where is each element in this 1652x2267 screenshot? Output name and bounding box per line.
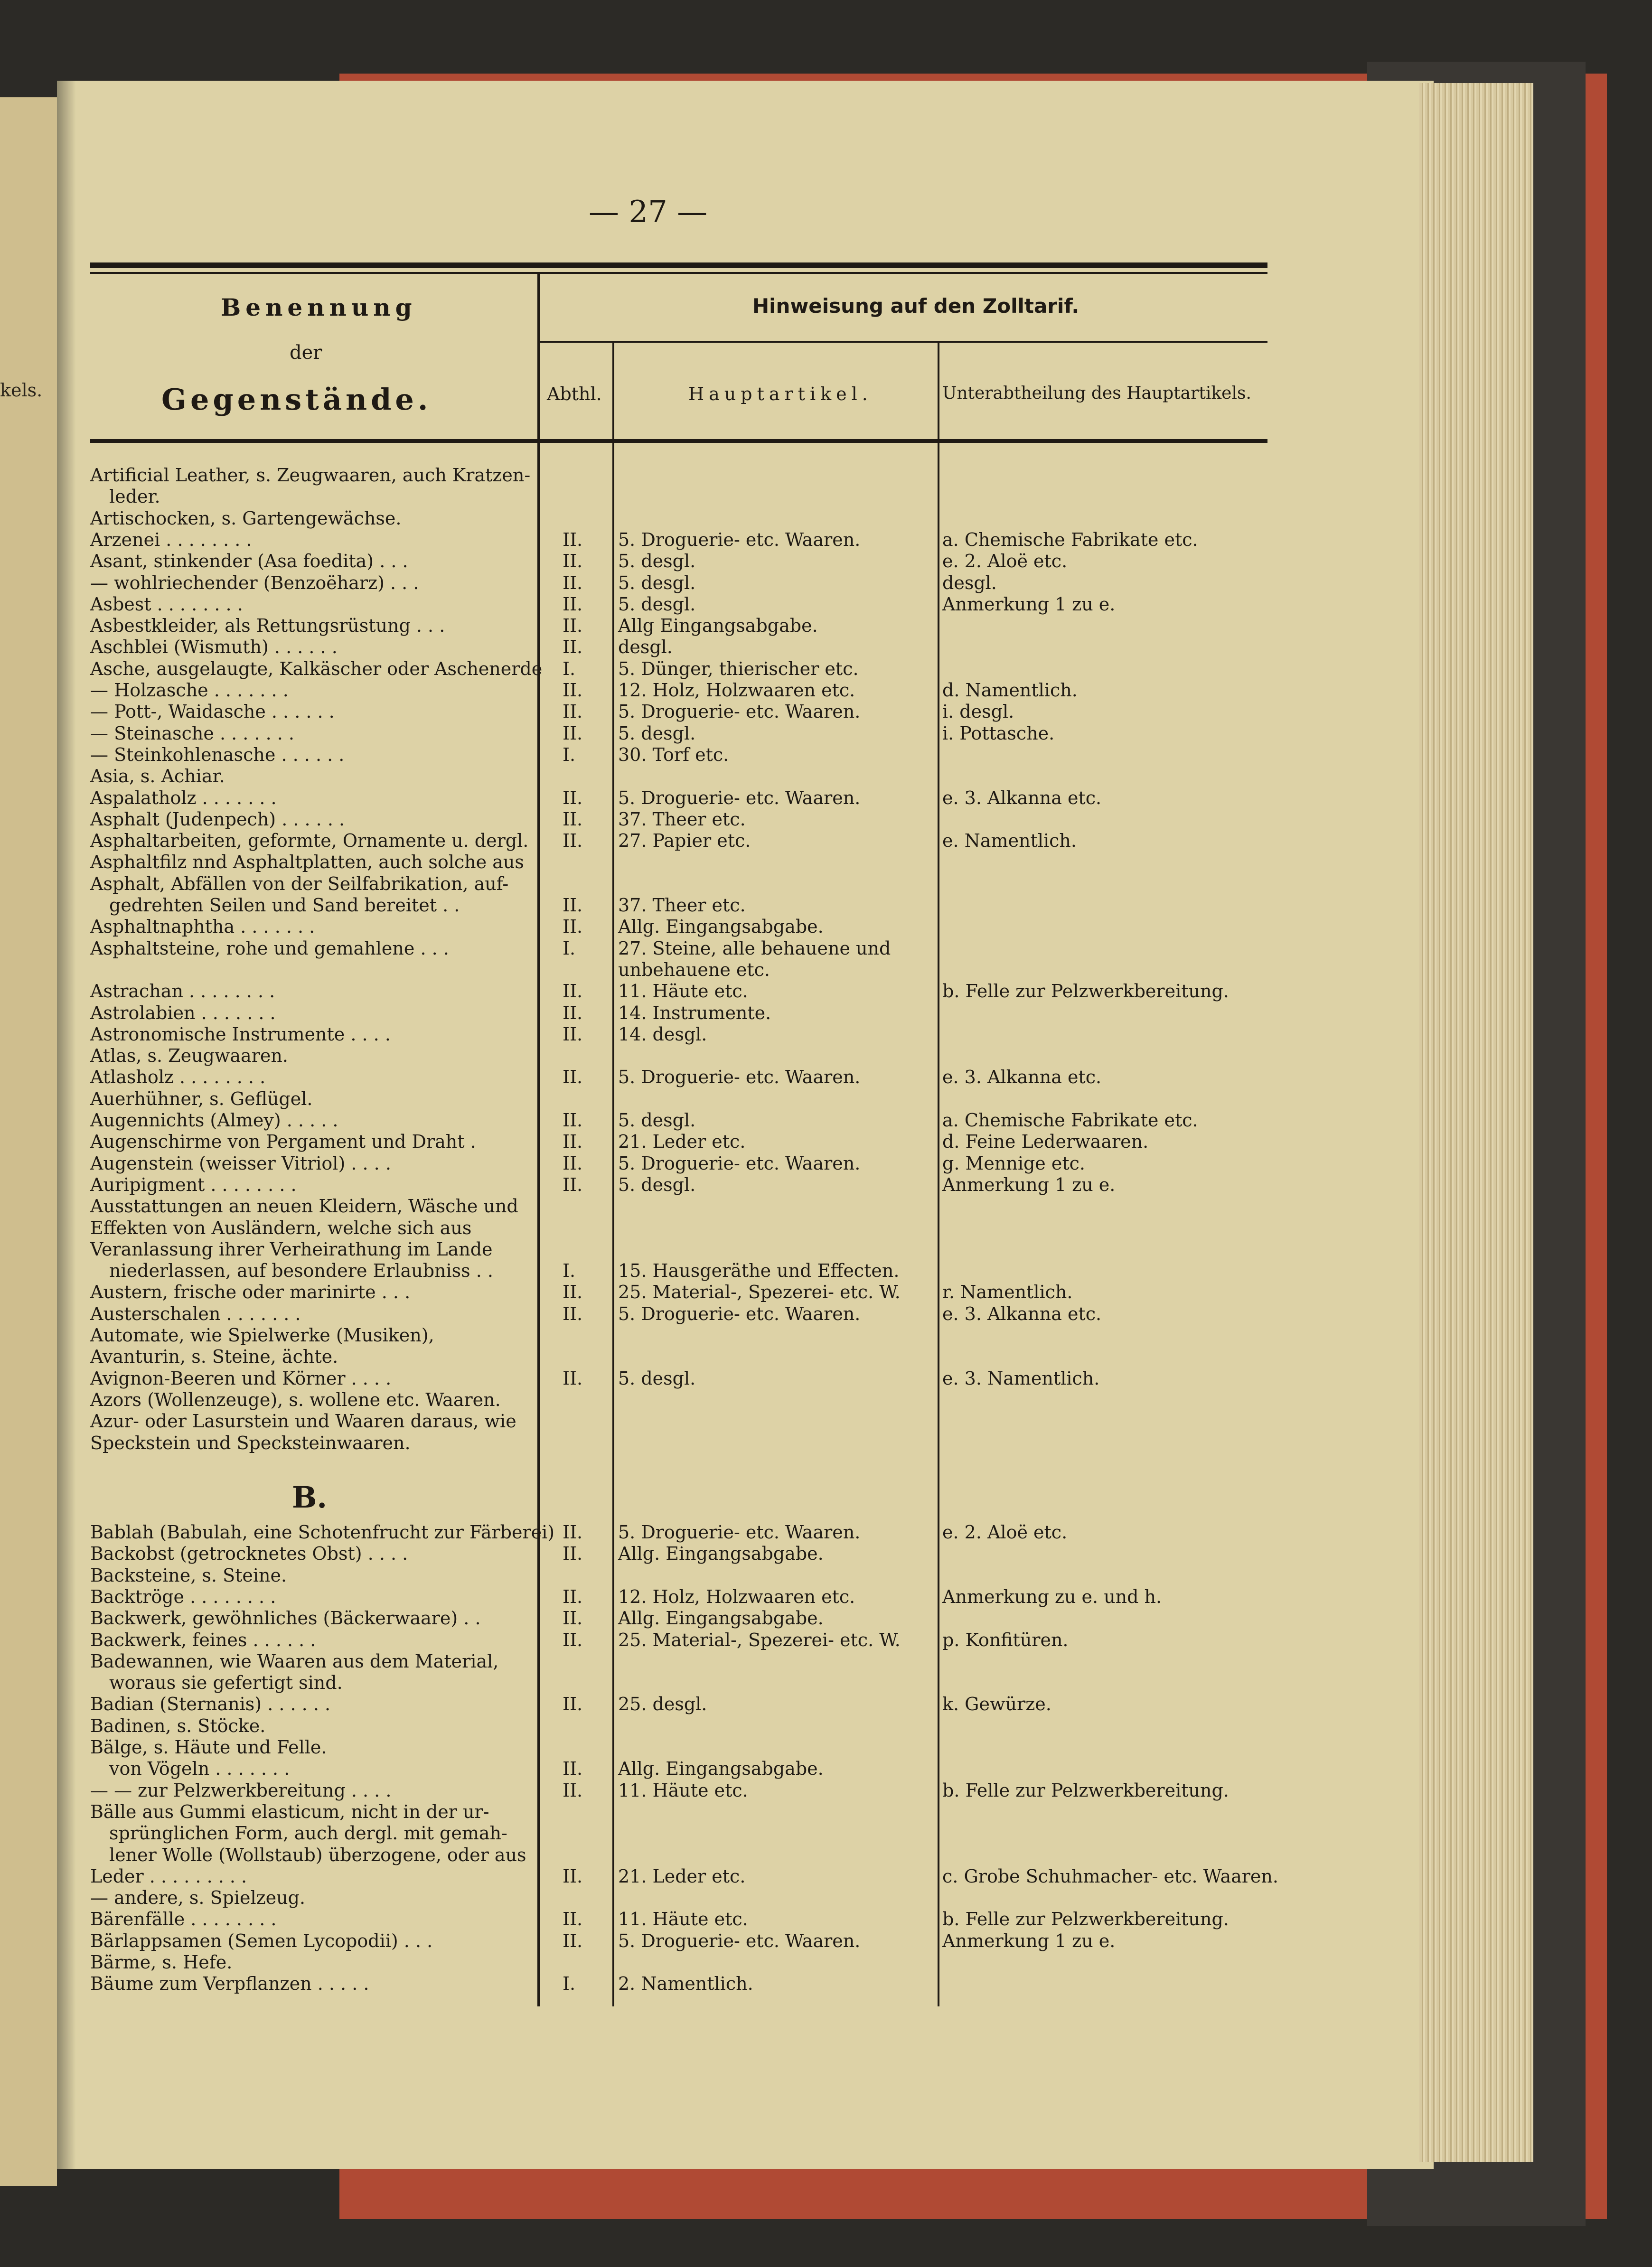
column-rule-abthl bbox=[612, 342, 614, 2006]
entry-unterabtheilung: e. 2. Aloë etc. bbox=[942, 1522, 1068, 1543]
entry-hauptartikel: 5. desgl. bbox=[618, 1110, 696, 1131]
entry-name: Asphaltfilz nnd Asphaltplatten, auch solche aus bbox=[90, 852, 524, 873]
entry-unterabtheilung: i. Pottasche. bbox=[942, 722, 1055, 744]
entry-unterabtheilung: d. Feine Lederwaaren. bbox=[942, 1131, 1149, 1152]
entry-hauptartikel: Allg. Eingangsabgabe. bbox=[618, 916, 824, 937]
entry-unterabtheilung: Anmerkung zu e. und h. bbox=[942, 1586, 1162, 1607]
entry-unterabtheilung: r. Namentlich. bbox=[942, 1282, 1073, 1303]
entry-hauptartikel: Allg Eingangsabgabe. bbox=[618, 615, 818, 637]
entry-name: Asbest . . . . . . . . bbox=[90, 593, 243, 615]
entry-name: Asphaltsteine, rohe und gemahlene . . . bbox=[90, 937, 449, 959]
entry-abthl: II. bbox=[563, 1694, 583, 1715]
entry-hauptartikel: 5. desgl. bbox=[618, 722, 696, 744]
entry-hauptartikel: 12. Holz, Holzwaaren etc. bbox=[618, 1586, 855, 1607]
entry-hauptartikel: 25. Material-, Spezerei- etc. W. bbox=[618, 1282, 901, 1303]
entry-name: Bärenfälle . . . . . . . . bbox=[90, 1909, 277, 1930]
entry-name: Azur- oder Lasurstein und Waaren daraus, wie bbox=[90, 1411, 516, 1432]
entry-name: Aschblei (Wismuth) . . . . . . bbox=[90, 637, 338, 658]
entry-unterabtheilung: e. 2. Aloë etc. bbox=[942, 551, 1068, 572]
entry-hauptartikel: 5. Droguerie- etc. Waaren. bbox=[618, 701, 861, 722]
entry-hauptartikel: 37. Theer etc. bbox=[618, 808, 746, 830]
entry-name: Augenschirme von Pergament und Draht . bbox=[90, 1131, 476, 1152]
entry-abthl: II. bbox=[563, 1543, 583, 1564]
entry-name: Bärlappsamen (Semen Lycopodii) . . . bbox=[90, 1930, 433, 1951]
entry-hauptartikel: Allg. Eingangsabgabe. bbox=[618, 1608, 824, 1629]
entry-abthl: II. bbox=[563, 722, 583, 744]
entry-hauptartikel: 5. Droguerie- etc. Waaren. bbox=[618, 1303, 861, 1324]
entry-hauptartikel: Allg. Eingangsabgabe. bbox=[618, 1543, 824, 1564]
entry-name: — andere, s. Spielzeug. bbox=[90, 1887, 306, 1909]
entry-name: Bälge, s. Häute und Felle. bbox=[90, 1737, 327, 1758]
left-page-edge bbox=[0, 97, 57, 2186]
entry-unterabtheilung: e. Namentlich. bbox=[942, 830, 1077, 852]
entry-name: Backsteine, s. Steine. bbox=[90, 1564, 287, 1586]
entry-name: Augenstein (weisser Vitriol) . . . . bbox=[90, 1152, 391, 1174]
entry-hauptartikel: 11. Häute etc. bbox=[618, 981, 748, 1002]
entry-abthl: II. bbox=[563, 551, 583, 572]
entry-abthl: II. bbox=[563, 1002, 583, 1023]
entry-abthl: II. bbox=[563, 1629, 583, 1650]
entry-abthl: II. bbox=[563, 1023, 583, 1045]
entry-name: Arzenei . . . . . . . . bbox=[90, 529, 252, 550]
entry-name: Asant, stinkender (Asa foedita) . . . bbox=[90, 551, 408, 572]
section-b-letter: B. bbox=[292, 1480, 327, 1515]
entry-hauptartikel: 5. desgl. bbox=[618, 551, 696, 572]
entry-hauptartikel: 27. Steine, alle behauene und bbox=[618, 937, 891, 959]
entry-abthl: II. bbox=[563, 529, 583, 550]
entry-abthl: II. bbox=[563, 1930, 583, 1951]
header-unterabtheilung: Unterabtheilung des Hauptartikels. bbox=[942, 384, 1251, 403]
column-rule-name bbox=[537, 274, 540, 2006]
entry-hauptartikel: 25. desgl. bbox=[618, 1694, 707, 1715]
entry-hauptartikel: desgl. bbox=[618, 637, 673, 658]
entry-name: Astronomische Instrumente . . . . bbox=[90, 1023, 391, 1045]
entry-unterabtheilung: g. Mennige etc. bbox=[942, 1152, 1085, 1174]
entry-abthl: II. bbox=[563, 1909, 583, 1930]
entry-unterabtheilung: a. Chemische Fabrikate etc. bbox=[942, 1110, 1198, 1131]
entry-name: Asphaltnaphtha . . . . . . . bbox=[90, 916, 315, 937]
entry-name: Backobst (getrocknetes Obst) . . . . bbox=[90, 1543, 408, 1564]
page-gutter-shadow bbox=[57, 81, 76, 2169]
entry-name: Bälle aus Gummi elasticum, nicht in der ur- bbox=[90, 1801, 489, 1822]
entry-abthl: II. bbox=[563, 593, 583, 615]
entry-hauptartikel: 14. desgl. bbox=[618, 1023, 707, 1045]
header-der: der bbox=[290, 342, 322, 364]
entry-name: Asphaltarbeiten, geformte, Ornamente u. dergl. bbox=[90, 830, 529, 852]
entry-unterabtheilung: e. 3. Alkanna etc. bbox=[942, 1067, 1102, 1088]
entry-name: Asphalt, Abfällen von der Seilfabrikation, auf- bbox=[90, 873, 509, 894]
entry-name: sprünglichen Form, auch dergl. mit gemah- bbox=[109, 1823, 507, 1844]
entry-name: lener Wolle (Wollstaub) überzogene, oder aus bbox=[109, 1844, 526, 1865]
entry-hauptartikel: 12. Holz, Holzwaaren etc. bbox=[618, 680, 855, 701]
entry-hauptartikel: 21. Leder etc. bbox=[618, 1865, 746, 1887]
entry-hauptartikel: 30. Torf etc. bbox=[618, 744, 729, 765]
entry-name: Asphalt (Judenpech) . . . . . . bbox=[90, 808, 345, 830]
entry-abthl: II. bbox=[563, 1780, 583, 1801]
entry-unterabtheilung: b. Felle zur Pelzwerkbereitung. bbox=[942, 981, 1229, 1002]
entry-unterabtheilung: Anmerkung 1 zu e. bbox=[942, 1930, 1116, 1951]
entry-unterabtheilung: e. 3. Alkanna etc. bbox=[942, 1303, 1102, 1324]
entry-name: — Holzasche . . . . . . . bbox=[90, 680, 289, 701]
entry-name: Effekten von Ausländern, welche sich aus bbox=[90, 1217, 472, 1238]
entry-name: Ausstattungen an neuen Kleidern, Wäsche und bbox=[90, 1196, 518, 1217]
entry-hauptartikel: 11. Häute etc. bbox=[618, 1909, 748, 1930]
header-gegenstaende: Gegenstände. bbox=[161, 382, 432, 417]
entry-name: Avignon-Beeren und Körner . . . . bbox=[90, 1368, 392, 1389]
entry-hauptartikel: 27. Papier etc. bbox=[618, 830, 751, 852]
entry-name: Bärme, s. Hefe. bbox=[90, 1952, 233, 1973]
entry-abthl: II. bbox=[563, 572, 583, 593]
entry-abthl: II. bbox=[563, 1368, 583, 1389]
entry-name: leder. bbox=[109, 486, 160, 507]
entry-abthl: I. bbox=[563, 1260, 576, 1282]
header-top-rule bbox=[90, 262, 1267, 268]
entry-name: Atlas, s. Zeugwaaren. bbox=[90, 1045, 288, 1067]
entry-name: Badinen, s. Stöcke. bbox=[90, 1715, 266, 1736]
entry-name: Austerschalen . . . . . . . bbox=[90, 1303, 301, 1324]
entry-unterabtheilung: k. Gewürze. bbox=[942, 1694, 1051, 1715]
entry-unterabtheilung: b. Felle zur Pelzwerkbereitung. bbox=[942, 1780, 1229, 1801]
entry-name: Augennichts (Almey) . . . . . bbox=[90, 1110, 338, 1131]
entry-name: Leder . . . . . . . . . bbox=[90, 1865, 247, 1887]
entry-name: Bablah (Babulah, eine Schotenfrucht zur Färberei) bbox=[90, 1522, 555, 1543]
entry-name: — Steinasche . . . . . . . bbox=[90, 722, 295, 744]
entry-hauptartikel: 5. Droguerie- etc. Waaren. bbox=[618, 1152, 861, 1174]
entry-name: Astrachan . . . . . . . . bbox=[90, 981, 275, 1002]
entry-hauptartikel: 5. Droguerie- etc. Waaren. bbox=[618, 787, 861, 808]
entry-hauptartikel: 15. Hausgeräthe und Effecten. bbox=[618, 1260, 900, 1282]
entry-hauptartikel: 5. desgl. bbox=[618, 1368, 696, 1389]
entry-name: Asbestkleider, als Rettungsrüstung . . . bbox=[90, 615, 445, 637]
entry-hauptartikel: 5. desgl. bbox=[618, 572, 696, 593]
entry-name: Auerhühner, s. Geflügel. bbox=[90, 1088, 313, 1109]
entry-abthl: II. bbox=[563, 1067, 583, 1088]
entry-hauptartikel: 5. desgl. bbox=[618, 593, 696, 615]
entry-abthl: II. bbox=[563, 981, 583, 1002]
entry-abthl: I. bbox=[563, 1973, 576, 1995]
entry-abthl: II. bbox=[563, 701, 583, 722]
header-bottom-rule bbox=[90, 439, 1267, 443]
entry-name: Veranlassung ihrer Verheirathung im Lande bbox=[90, 1238, 493, 1260]
entry-abthl: II. bbox=[563, 787, 583, 808]
entry-name: woraus sie gefertigt sind. bbox=[109, 1672, 343, 1694]
entry-hauptartikel: 5. Droguerie- etc. Waaren. bbox=[618, 529, 861, 550]
entry-abthl: II. bbox=[563, 1174, 583, 1195]
entry-hauptartikel: Allg. Eingangsabgabe. bbox=[618, 1758, 824, 1780]
entry-hauptartikel: 11. Häute etc. bbox=[618, 1780, 748, 1801]
entry-abthl: II. bbox=[563, 1303, 583, 1324]
entry-abthl: II. bbox=[563, 895, 583, 916]
entry-name: Badian (Sternanis) . . . . . . bbox=[90, 1694, 331, 1715]
entry-hauptartikel: 37. Theer etc. bbox=[618, 895, 746, 916]
entry-hauptartikel: 2. Namentlich. bbox=[618, 1973, 753, 1995]
entry-hauptartikel: 5. Droguerie- etc. Waaren. bbox=[618, 1522, 861, 1543]
entry-abthl: II. bbox=[563, 1608, 583, 1629]
header-mid-rule bbox=[539, 341, 1267, 343]
page-edges bbox=[1419, 83, 1533, 2162]
entry-abthl: II. bbox=[563, 916, 583, 937]
header-abthl: Abthl. bbox=[547, 384, 602, 404]
entry-abthl: II. bbox=[563, 615, 583, 637]
entry-abthl: II. bbox=[563, 1865, 583, 1887]
entry-unterabtheilung: b. Felle zur Pelzwerkbereitung. bbox=[942, 1909, 1229, 1930]
entry-abthl: II. bbox=[563, 1522, 583, 1543]
entry-name: Auripigment . . . . . . . . bbox=[90, 1174, 297, 1195]
entry-unterabtheilung: p. Konfitüren. bbox=[942, 1629, 1069, 1650]
entry-name: Avanturin, s. Steine, ächte. bbox=[90, 1346, 338, 1368]
entry-abthl: I. bbox=[563, 658, 576, 679]
entry-unterabtheilung: c. Grobe Schuhmacher- etc. Waaren. bbox=[942, 1865, 1278, 1887]
entry-hauptartikel: 5. desgl. bbox=[618, 1174, 696, 1195]
entry-name: Backtröge . . . . . . . . bbox=[90, 1586, 276, 1607]
entry-abthl: II. bbox=[563, 808, 583, 830]
entry-name: Austern, frische oder marinirte . . . bbox=[90, 1282, 411, 1303]
entry-abthl: II. bbox=[563, 637, 583, 658]
header-benennung: Benennung bbox=[221, 293, 417, 321]
entry-abthl: II. bbox=[563, 1586, 583, 1607]
entry-abthl: I. bbox=[563, 744, 576, 765]
page-number: — 27 — bbox=[589, 195, 708, 230]
entry-hauptartikel: 14. Instrumente. bbox=[618, 1002, 771, 1023]
entry-name: Aspalatholz . . . . . . . bbox=[90, 787, 277, 808]
column-rule-haupt bbox=[938, 342, 939, 2006]
entry-unterabtheilung: i. desgl. bbox=[942, 701, 1014, 722]
entry-abthl: II. bbox=[563, 1282, 583, 1303]
entry-name: — — zur Pelzwerkbereitung . . . . bbox=[90, 1780, 392, 1801]
entry-name: — Steinkohlenasche . . . . . . bbox=[90, 744, 345, 765]
entry-unterabtheilung: Anmerkung 1 zu e. bbox=[942, 593, 1116, 615]
entry-unterabtheilung: a. Chemische Fabrikate etc. bbox=[942, 529, 1198, 550]
entry-name: Badewannen, wie Waaren aus dem Material, bbox=[90, 1650, 499, 1672]
entry-name: Atlasholz . . . . . . . . bbox=[90, 1067, 266, 1088]
entry-name: — Pott-, Waidasche . . . . . . bbox=[90, 701, 335, 722]
entry-hauptartikel: unbehauene etc. bbox=[618, 959, 770, 980]
entry-name: Backwerk, gewöhnliches (Bäckerwaare) . . bbox=[90, 1608, 481, 1629]
entry-name: Asia, s. Achiar. bbox=[90, 766, 225, 787]
entry-name: Bäume zum Verpflanzen . . . . . bbox=[90, 1973, 369, 1995]
entry-abthl: II. bbox=[563, 680, 583, 701]
entry-abthl: I. bbox=[563, 937, 576, 959]
entry-name: Speckstein und Specksteinwaaren. bbox=[90, 1432, 411, 1453]
entry-hauptartikel: 5. Droguerie- etc. Waaren. bbox=[618, 1067, 861, 1088]
entry-abthl: II. bbox=[563, 1758, 583, 1780]
header-hauptartikel: Hauptartikel. bbox=[688, 384, 873, 404]
entry-unterabtheilung: d. Namentlich. bbox=[942, 680, 1078, 701]
entry-unterabtheilung: e. 3. Alkanna etc. bbox=[942, 787, 1102, 808]
header-top-rule-thin bbox=[90, 272, 1267, 274]
entry-name: von Vögeln . . . . . . . bbox=[109, 1758, 290, 1780]
entry-name: Azors (Wollenzeuge), s. wollene etc. Waaren. bbox=[90, 1389, 501, 1410]
entry-name: Artischocken, s. Gartengewächse. bbox=[90, 507, 402, 529]
entry-name: Automate, wie Spielwerke (Musiken), bbox=[90, 1325, 434, 1346]
entry-name: Backwerk, feines . . . . . . bbox=[90, 1629, 316, 1650]
entry-name: Asche, ausgelaugte, Kalkäscher oder Aschenerde bbox=[90, 658, 543, 679]
entry-unterabtheilung: e. 3. Namentlich. bbox=[942, 1368, 1100, 1389]
header-hinweisung: Hinweisung auf den Zolltarif. bbox=[752, 294, 1079, 318]
left-page-fragment: kels. bbox=[0, 380, 43, 401]
entry-hauptartikel: 5. Droguerie- etc. Waaren. bbox=[618, 1930, 861, 1951]
entry-name: gedrehten Seilen und Sand bereitet . . bbox=[109, 895, 460, 916]
entry-unterabtheilung: desgl. bbox=[942, 572, 997, 593]
entry-name: niederlassen, auf besondere Erlaubniss . . bbox=[109, 1260, 493, 1282]
entry-abthl: II. bbox=[563, 1131, 583, 1152]
entry-abthl: II. bbox=[563, 1110, 583, 1131]
entry-hauptartikel: 25. Material-, Spezerei- etc. W. bbox=[618, 1629, 901, 1650]
entry-abthl: II. bbox=[563, 830, 583, 852]
entry-abthl: II. bbox=[563, 1152, 583, 1174]
entry-name: — wohlriechender (Benzoëharz) . . . bbox=[90, 572, 419, 593]
entry-unterabtheilung: Anmerkung 1 zu e. bbox=[942, 1174, 1116, 1195]
entry-hauptartikel: 21. Leder etc. bbox=[618, 1131, 746, 1152]
entry-name: Astrolabien . . . . . . . bbox=[90, 1002, 276, 1023]
entry-name: Artificial Leather, s. Zeugwaaren, auch Kratzen- bbox=[90, 465, 531, 486]
entry-hauptartikel: 5. Dünger, thierischer etc. bbox=[618, 658, 859, 679]
